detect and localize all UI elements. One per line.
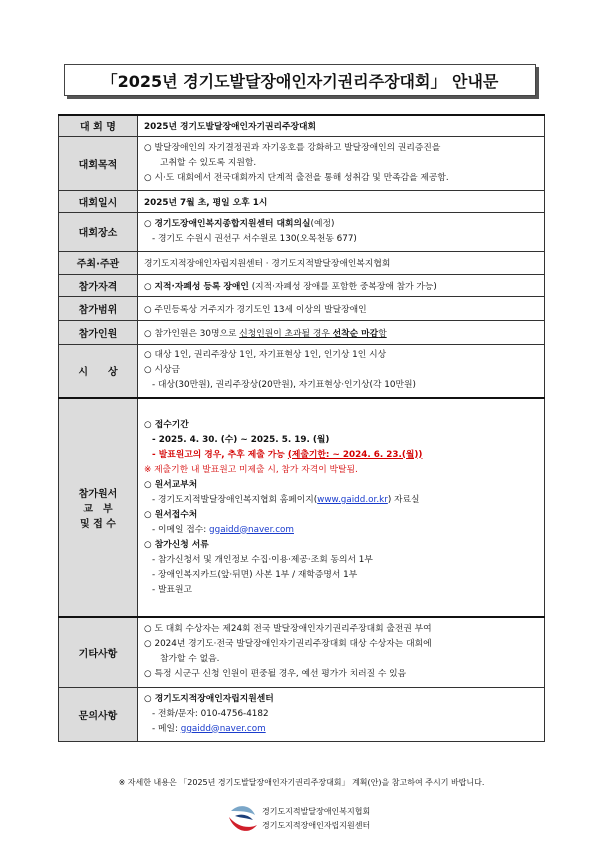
value-purpose	[138, 136, 545, 190]
contact-mail-pre: - 메일:	[152, 723, 181, 734]
award-line-2: ○ 시상금	[144, 365, 180, 376]
etc-line-1: ○ 도 대회 수상자는 제24회 전국 발달장애인자기권리주장대회 출전권 부여	[144, 624, 432, 635]
capacity-pre: ○ 참가인원은 30명으로	[144, 328, 240, 339]
venue-note: (예정)	[310, 218, 335, 229]
value-scope: ○ 주민등록상 거주지가 경기도인 13세 이상의 발달장애인	[138, 296, 545, 320]
receipt-line	[144, 523, 538, 538]
distribution-post: ) 자료실	[387, 494, 420, 505]
contact-org: ○ 경기도지적장애인자립지원센터	[144, 693, 274, 704]
value-name: 2025년 경기도발달장애인자기권리주장대회	[138, 115, 545, 136]
page-title-text: 「2025년 경기도발달장애인자기권리주장대회」 안내문	[101, 71, 499, 91]
distribution-line	[144, 493, 538, 508]
capacity-underline-2: 선착순 마감	[332, 328, 379, 339]
value-date: 2025년 7월 초, 평일 오후 1시	[138, 190, 545, 212]
org-name-1: 경기도지적발달장애인복지협회	[262, 807, 371, 816]
document-1: - 참가신청서 및 개인정보 수집·이용·제공·조회 동의서 1부	[152, 554, 373, 565]
document-3: - 발표원고	[152, 584, 192, 595]
capacity-post: 함	[378, 328, 387, 339]
page-title	[64, 64, 536, 96]
documents-heading: ○ 참가신청 서류	[144, 539, 209, 550]
value-award	[138, 344, 545, 398]
venue-name: 경기도장애인복지종합지원센터 대회의실	[154, 218, 311, 229]
receipt-pre: - 이메일 접수:	[152, 524, 210, 535]
qualification-rest: (지적·자폐성 장애를 포함한 중복장애 참가 가능)	[248, 281, 437, 292]
value-application	[138, 398, 545, 617]
label-award: 시 상	[59, 344, 138, 398]
contact-phone: - 전화/문자: 010-4756-4182	[152, 708, 269, 719]
document-2: - 장애인복지카드(앞·뒤면) 사본 1부 / 재학증명서 1부	[152, 569, 358, 580]
distribution-pre: - 경기도지적발달장애인복지협회 홈페이지(	[152, 494, 318, 505]
label-qualification: 참가자격	[59, 274, 138, 296]
etc-line-2: ○ 2024년 경기도·전국 발달장애인자기권리주장대회 대상 수상자는 대회에	[144, 639, 432, 650]
row-etc	[59, 617, 545, 687]
row-capacity	[59, 320, 545, 344]
capacity-underline-1: 신청인원이 초과될 경우	[239, 328, 333, 339]
info-table	[58, 114, 545, 742]
period-heading: ○ 접수기간	[144, 419, 189, 430]
value-venue	[138, 212, 545, 251]
qualification-bold: 지적·자폐성 등록 장애인	[154, 281, 249, 292]
distribution-heading: ○ 원서교부처	[144, 479, 198, 490]
etc-line-4: ○ 특정 시군구 신청 인원이 편중될 경우, 예선 평가가 치러질 수 있음	[144, 669, 407, 680]
label-date: 대회일시	[59, 190, 138, 212]
label-scope: 참가범위	[59, 296, 138, 320]
row-name	[59, 115, 545, 136]
period-value: - 2025. 4. 30. (수) ~ 2025. 5. 19. (월)	[152, 434, 330, 445]
label-capacity: 참가인원	[59, 320, 138, 344]
application-label-1: 참가원서	[78, 489, 118, 500]
label-venue: 대회장소	[59, 212, 138, 251]
qualification-bullet: ○	[144, 281, 152, 292]
purpose-line-2: 고취할 수 있도록 지원함.	[160, 157, 257, 168]
contact-email-link[interactable]: ggaidd@naver.com	[180, 723, 266, 734]
row-award	[59, 344, 545, 398]
contact-mail-line	[144, 722, 538, 737]
row-application	[59, 398, 545, 617]
receipt-heading: ○ 원서접수처	[144, 509, 198, 520]
receipt-email-link[interactable]: ggaidd@naver.com	[209, 524, 294, 535]
label-name: 대 회 명	[59, 115, 138, 136]
footer-note: ※ 자세한 내용은 「2025년 경기도발달장애인자기권리주장대회」 계획(안)을 참고하여 주시기 바랍니다.	[118, 778, 485, 787]
label-contact: 문의사항	[59, 687, 138, 741]
row-host	[59, 251, 545, 274]
row-scope	[59, 296, 545, 320]
value-host: 경기도지적장애인자립지원센터 · 경기도지적발달장애인복지협회	[138, 251, 545, 274]
row-venue	[59, 212, 545, 251]
value-qualification	[138, 274, 545, 296]
label-etc: 기타사항	[59, 617, 138, 687]
manuscript-warning: ※ 제출기한 내 발표원고 미제출 시, 참가 자격이 박탈됨.	[144, 464, 358, 475]
manuscript-line	[144, 448, 538, 463]
row-purpose	[59, 136, 545, 190]
value-capacity	[138, 320, 545, 344]
label-application	[59, 398, 138, 617]
award-line-3: - 대상(30만원), 권리주장상(20만원), 자기표현상·인기상(각 10만원)	[152, 380, 416, 391]
venue-bullet: ○	[144, 218, 152, 229]
organization-logo-icon	[225, 803, 259, 837]
application-label-3: 및 접 수	[80, 519, 116, 530]
award-line-1: ○ 대상 1인, 권리주장상 1인, 자기표현상 1인, 인기상 1인 시상	[144, 350, 387, 361]
homepage-link[interactable]: www.gaidd.or.kr	[317, 494, 388, 505]
label-host: 주최·주관	[59, 251, 138, 274]
row-contact	[59, 687, 545, 741]
manuscript-pre: - 발표원고의 경우, 추후 제출 가능	[152, 449, 285, 460]
org-name-2: 경기도지적장애인자립지원센터	[262, 821, 371, 830]
value-etc	[138, 617, 545, 687]
row-date	[59, 190, 545, 212]
row-qualification	[59, 274, 545, 296]
venue-address: - 경기도 수원시 권선구 서수원로 130(오목천동 677)	[152, 233, 357, 244]
purpose-line-1: ○ 발달장애인의 자기결정권과 자기옹호를 강화하고 발달장애인의 권리증진을	[144, 142, 441, 153]
manuscript-deadline: (제출기한: ~ 2024. 6. 23.(월))	[287, 449, 423, 460]
etc-line-3: 참가할 수 없음.	[160, 654, 220, 665]
label-purpose: 대회목적	[59, 136, 138, 190]
value-contact	[138, 687, 545, 741]
application-label-2: 교 부	[83, 504, 113, 515]
purpose-line-3: ○ 시·도 대회에서 전국대회까지 단계적 출전을 통해 성취감 및 만족감을 제공함.	[144, 172, 449, 183]
